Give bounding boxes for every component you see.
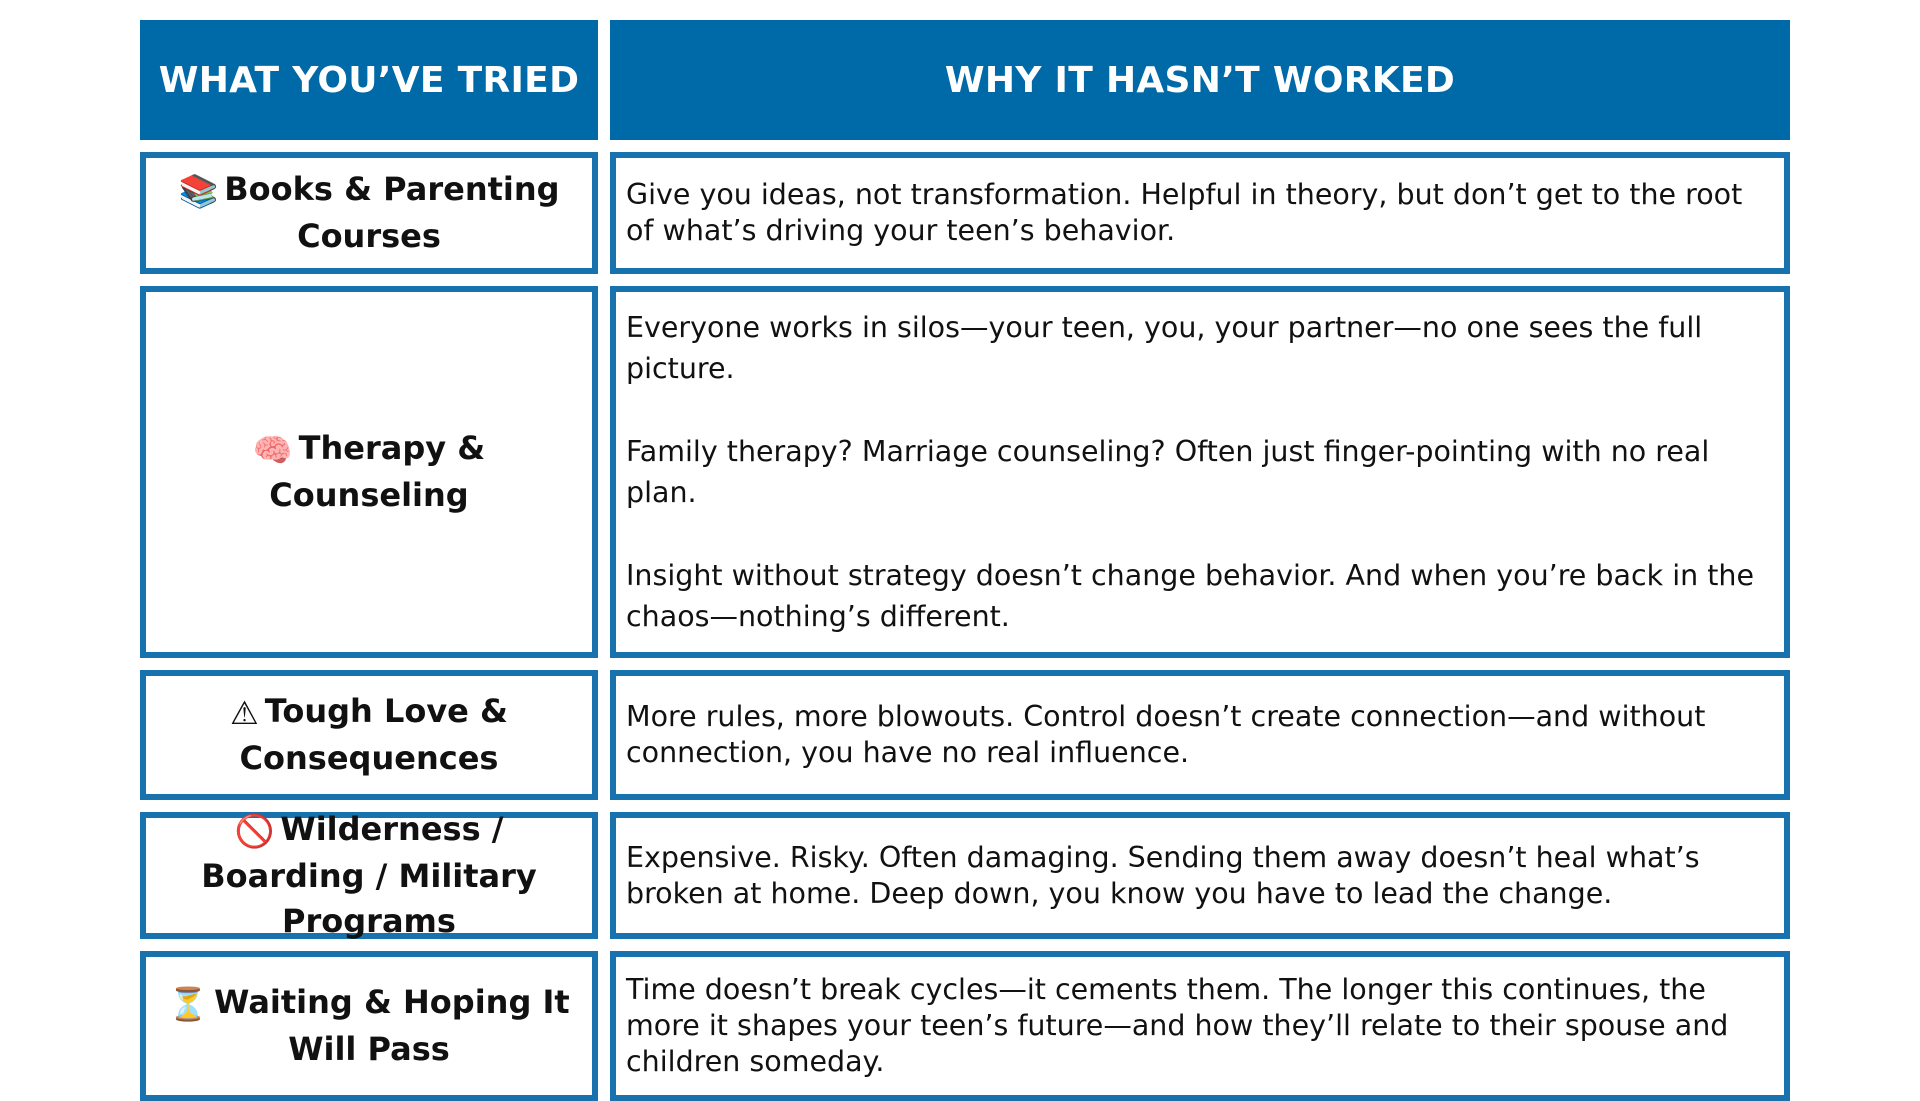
row-waiting-reason-cell <box>610 951 1790 1101</box>
row-label-text: Therapy & Counseling <box>269 429 486 514</box>
header-what-youve-tried: WHAT YOU’VE TRIED <box>140 20 598 140</box>
row-label-text: Wilderness / Boarding / Military Programs <box>201 810 537 940</box>
hourglass-icon: ⏳ <box>168 985 209 1023</box>
header-why-it-hasnt-worked: WHY IT HASN’T WORKED <box>610 20 1790 140</box>
comparison-table <box>140 20 1790 1078</box>
row-books-reason-cell <box>610 152 1790 274</box>
warning-icon: ⚠ <box>230 694 259 732</box>
books-icon: 📚 <box>178 172 219 210</box>
row-label <box>156 807 582 944</box>
row-label <box>156 167 582 259</box>
reason-paragraph: Insight without strategy doesn’t change behavior. And when you’re back in the chaos—nothing’s different. <box>626 559 1755 633</box>
row-label <box>156 689 582 781</box>
row-wilderness-reason-cell <box>610 812 1790 939</box>
reason-paragraph: Family therapy? Marriage counseling? Often just finger-pointing with no real plan. <box>626 435 1710 509</box>
reason-paragraph: Everyone works in silos—your teen, you, your partner—no one sees the full picture. <box>626 311 1703 385</box>
row-label-text: Books & Parenting Courses <box>224 170 560 255</box>
row-label <box>156 980 582 1072</box>
reason-paragraph: Give you ideas, not transformation. Helpful in theory, but don’t get to the root of what’s driving your teen’s behavior. <box>626 178 1743 247</box>
reason-paragraph: Time doesn’t break cycles—it cements them. The longer this continues, the more it shapes your teen’s future—and how they’ll relate to their spouse and children someday. <box>626 973 1729 1078</box>
row-tough-love-label-cell <box>140 670 598 800</box>
row-therapy-label-cell <box>140 286 598 658</box>
row-waiting-label-cell <box>140 951 598 1101</box>
row-label-text: Waiting & Hoping It Will Pass <box>214 983 570 1068</box>
row-therapy-reason-cell <box>610 286 1790 658</box>
row-tough-love-reason-cell <box>610 670 1790 800</box>
row-wilderness-label-cell <box>140 812 598 939</box>
row-books-label-cell <box>140 152 598 274</box>
row-label <box>156 426 582 518</box>
reason-paragraph: Expensive. Risky. Often damaging. Sending them away doesn’t heal what’s broken at home. Deep down, you know you have to lead the change. <box>626 840 1700 910</box>
brain-icon: 🧠 <box>252 431 293 469</box>
reason-paragraph: More rules, more blowouts. Control doesn’t create connection—and without connection, you have no real influence. <box>626 700 1706 769</box>
row-label-text: Tough Love & Consequences <box>239 692 508 777</box>
prohibited-icon: 🚫 <box>234 812 275 850</box>
